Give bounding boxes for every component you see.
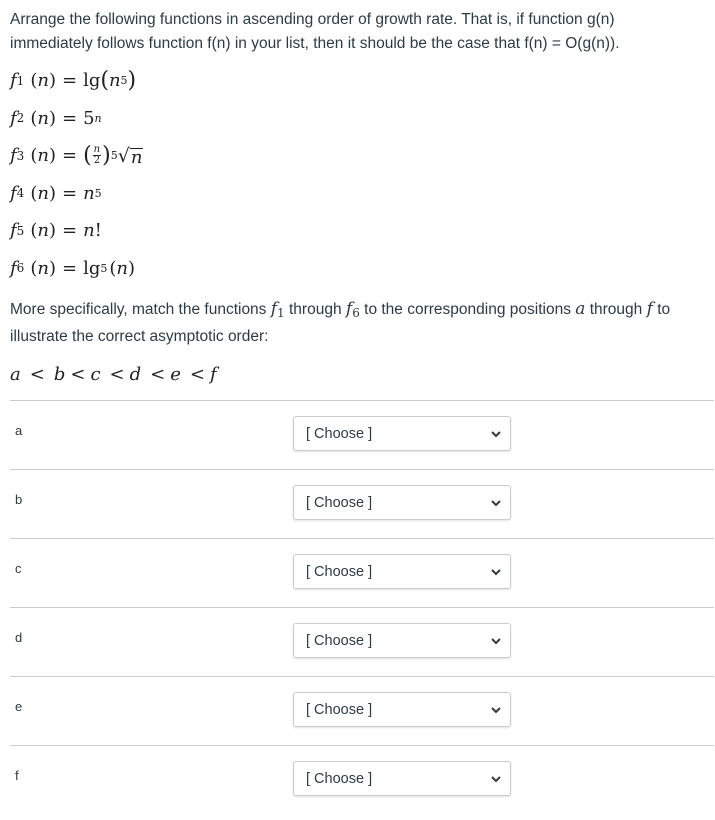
match-label: b [15,492,23,507]
match-select-a[interactable] [293,416,511,451]
question-instructions: More specifically, match the functions $f_1$ through $f_6$ to the corresponding positions a through f to illustrate the correct asymptotic order: [10,299,671,345]
match-select-b[interactable] [293,485,511,520]
chevron-down-icon [490,704,502,716]
match-label: a [15,423,23,438]
match-row-b [10,469,714,538]
chevron-down-icon [490,428,502,440]
select-value: [ Choose ] [306,771,373,787]
match-row-c [10,538,714,607]
chevron-down-icon [490,773,502,785]
chevron-down-icon [490,566,502,578]
select-value: [ Choose ] [306,495,373,511]
select-value: [ Choose ] [306,702,373,718]
select-value: [ Choose ] [306,633,373,649]
match-row-a [10,400,714,469]
function-list [10,62,705,287]
function-f1: f 1 ( n ) = lg ( n 5 ) [10,67,137,93]
function-f4: f 4 ( n ) = n 5 [10,182,102,204]
function-f6: f 6 ( n ) = lg 5 ( n ) [10,257,135,279]
question-body [0,0,715,391]
match-row-d [10,607,714,676]
function-f2: f 2 ( n ) = 5 n [10,107,102,129]
select-value: [ Choose ] [306,426,373,442]
select-value: [ Choose ] [306,564,373,580]
function-f3: f 3 ( n ) = ( $\frac{n}{2}$ ) 5 √ n [10,142,143,168]
match-select-d[interactable] [293,623,511,658]
match-label: e [15,699,23,714]
match-select-e[interactable] [293,692,511,727]
chevron-down-icon [490,635,502,647]
matching-rows [10,400,714,814]
function-f5: f 5 ( n ) = n ! [10,220,102,242]
match-row-f [10,745,714,814]
match-label: d [15,630,23,645]
match-label: c [15,561,22,576]
match-select-c[interactable] [293,554,511,589]
ordering-inequality: a < b < c < d < e < f [10,363,217,385]
question-intro: Arrange the following functions in ascending order of growth rate. That is, if function g(n) immediately follows function f(n) in your list, then it should be the case that f(n) = O(g(n)). [10,11,620,52]
chevron-down-icon [490,497,502,509]
match-label: f [15,768,19,783]
match-select-f[interactable] [293,761,511,796]
match-row-e [10,676,714,745]
